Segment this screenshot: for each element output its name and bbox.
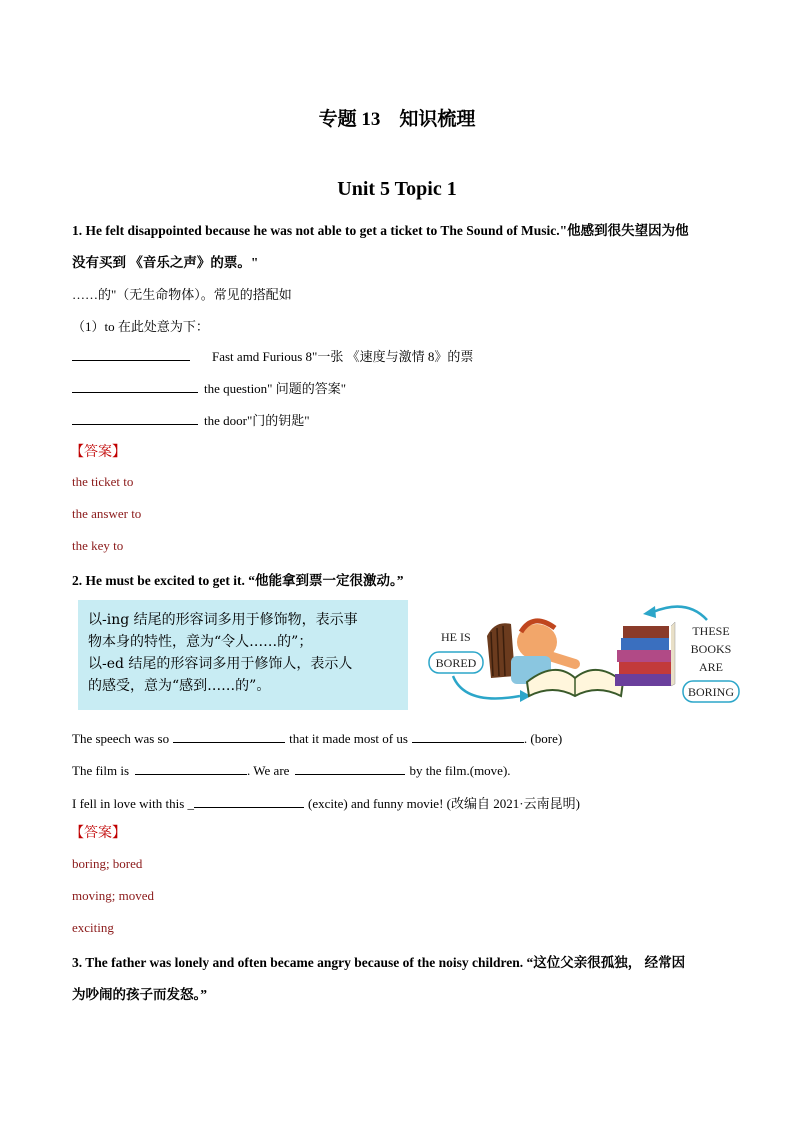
are-label: ARE (699, 660, 723, 674)
answer-blank[interactable] (173, 729, 285, 743)
arrow-right (653, 607, 707, 620)
boring-label: BORING (687, 685, 735, 699)
arrow-left (453, 676, 520, 699)
note-line: 以-ing 结尾的形容词多用于修饰物，表示事 (88, 612, 358, 628)
exercise-2-2 (72, 761, 511, 779)
explanation-line-1: ……的"（无生命物体）。常见的搭配如 (72, 287, 292, 302)
bored-boring-illustration (425, 598, 743, 716)
question-3-line-2: 为吵闹的孩子而发怒。” (72, 987, 207, 1002)
answer-2-1: boring; bored (72, 856, 143, 871)
answer-blank[interactable] (72, 411, 198, 425)
question-2: 2. He must be excited to get it. “他能拿到票一定很激动。” (72, 573, 404, 588)
bored-label: BORED (435, 656, 477, 670)
answer-blank[interactable] (72, 379, 198, 393)
answer-1-3: the key to (72, 538, 124, 553)
these-label: THESE (692, 624, 730, 638)
answer-blank[interactable] (295, 761, 405, 775)
question-1-line-1: 1. He felt disappointed because he was not able to get a ticket to The Sound of Music."他感到很失望因为他 (72, 223, 689, 238)
exercise-1-1 (72, 346, 473, 365)
answer-blank[interactable] (194, 794, 304, 808)
exercise-text: The film is (72, 763, 130, 778)
grammar-note-box (78, 600, 408, 710)
exercise-text: by the film.(move). (409, 763, 511, 778)
exercise-2-3 (72, 793, 580, 812)
answer-tag-2: 【答案】 (70, 825, 126, 841)
books-label: BOOKS (690, 642, 732, 656)
answer-tag-1: 【答案】 (70, 444, 126, 460)
answer-1-2: the answer to (72, 506, 142, 521)
unit-heading: Unit 5 Topic 1 (337, 178, 457, 200)
answer-blank[interactable] (135, 761, 247, 775)
exercise-text: I fell in love with this _ (72, 796, 195, 811)
note-line: 以-ed 结尾的形容词多用于修饰人，表示人 (88, 656, 353, 672)
note-line: 物本身的特性，意为“令人……的”； (88, 634, 313, 650)
answer-blank[interactable] (72, 347, 190, 361)
exercise-text: . (bore) (523, 731, 563, 746)
question-1-line-2: 没有买到 《音乐之声》的票。" (72, 255, 259, 270)
exercise-text: (excite) and funny movie! (改编自 2021·云南昆明) (308, 796, 580, 811)
exercise-2-1 (72, 729, 562, 747)
explanation-line-2: （1）to 在此处意为下： (72, 319, 209, 334)
note-line: 的感受，意为“感到……的”。 (88, 678, 271, 694)
answer-blank[interactable] (412, 729, 524, 743)
book-stack-icon (615, 674, 671, 686)
answer-1-1: the ticket to (72, 474, 134, 489)
answer-2-3: exciting (72, 920, 114, 935)
answer-2-2: moving; moved (72, 888, 154, 903)
exercise-1-3 (72, 410, 310, 429)
exercise-text: . We are (247, 763, 290, 778)
exercise-text: the question" 问题的答案" (204, 381, 347, 396)
question-3-line-1: 3. The father was lonely and often became angry because of the noisy children. “这位父亲很孤独， 经常因 (72, 955, 686, 970)
exercise-text: The speech was so (72, 731, 170, 746)
exercise-text: the door"门的钥匙" (204, 413, 310, 428)
exercise-1-2 (72, 378, 346, 397)
exercise-text: Fast amd Furious 8"一张 《速度与激情 8》的票 (212, 349, 474, 364)
exercise-text: that it made most of us (289, 731, 408, 746)
he-is-label: HE IS (441, 630, 471, 644)
arrowhead-icon (643, 606, 656, 618)
page-title: 专题 13 知识梳理 (318, 109, 476, 130)
